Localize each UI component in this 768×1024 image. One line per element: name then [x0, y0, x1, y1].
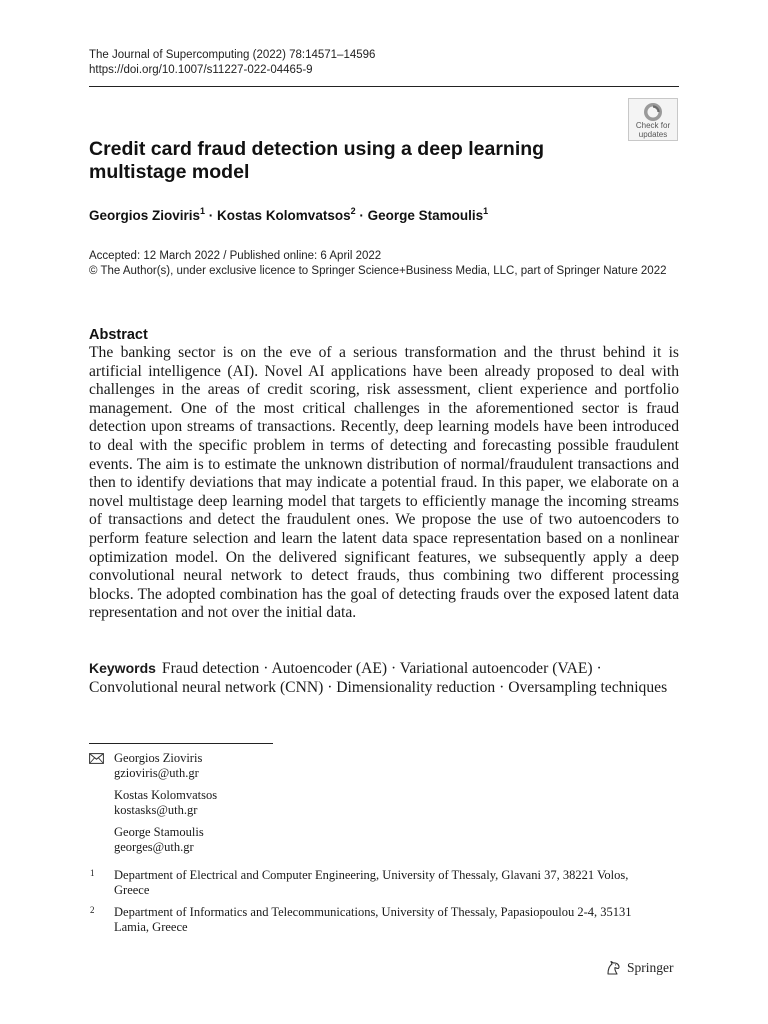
envelope-icon — [89, 753, 104, 764]
author-separator: · — [355, 208, 368, 223]
publisher-name: Springer — [627, 960, 674, 975]
check-for-updates-icon — [643, 102, 663, 122]
keywords-text: Fraud detection · Autoencoder (AE) · Variational autoencoder (VAE) · Convolutional neural network (CNN) · Dimensionality reduction · Oversampling techniques — [89, 660, 668, 696]
publisher-logo — [604, 958, 674, 978]
author-name[interactable]: Kostas Kolomvatsos — [217, 208, 351, 223]
contact-item — [114, 751, 202, 781]
publication-info — [89, 249, 679, 279]
doi-link[interactable]: https://doi.org/10.1007/s11227-022-04465-9 — [89, 64, 313, 76]
contact-item — [114, 788, 217, 818]
affiliation-marker: 1 — [483, 206, 489, 216]
author-name[interactable]: George Stamoulis — [367, 208, 484, 223]
springer-horse-icon — [604, 959, 622, 977]
badge-line-1: Check for — [635, 121, 671, 130]
journal-header — [89, 48, 375, 78]
abstract-heading: Abstract — [89, 327, 148, 343]
contact-name: Kostas Kolomvatsos — [114, 788, 218, 802]
affiliation-number: 1 — [90, 868, 95, 878]
contact-email[interactable]: kostasks@uth.gr — [114, 803, 198, 817]
check-for-updates-badge[interactable] — [628, 98, 678, 141]
abstract-text: The banking sector is on the eve of a serious transformation and the thrust behind it is artificial intelligence (AI). Novel AI applications have been already proposed to deal with challenges in the areas of credit scoring, risk assessment, client experience and portfolio management. One of the most critical challenges in the aforementioned sector is fraud detection upon streams of transactions. Recently, deep learning models have been introduced to deal with the specific problem in terms of detecting and forecasting possible fraudulent events. The aim is to estimate the unknown distribution of normal/fraudulent transactions and then to identify deviations that may indicate a potential fraud. In this paper, we elaborate on a novel multistage deep learning model that targets to efficiently manage the incoming streams of transactions and detect the fraudulent ones. We propose the use of two autoencoders to perform feature selection and learn the latent data space representation based on a nonlinear optimization model. On the delivered significant features, we subsequently apply a deep convolutional neural network to detect frauds, thus combining two different processing blocks. The adopted combination has the goal of detecting frauds over the exposed latent data representation and not over the initial data. — [89, 344, 679, 622]
contact-email[interactable]: georges@uth.gr — [114, 840, 194, 854]
keywords-label: Keywords — [89, 660, 156, 676]
copyright-notice: © The Author(s), under exclusive licence to Springer Science+Business Media, LLC, part of Springer Nature 2022 — [89, 265, 667, 277]
affiliation-number: 2 — [90, 905, 95, 915]
author-separator: · — [205, 208, 218, 223]
contact-name: Georgios Zioviris — [114, 751, 203, 765]
affiliation-marker: 1 — [200, 206, 206, 216]
header-rule — [89, 86, 679, 87]
contact-name: George Stamoulis — [114, 825, 204, 839]
journal-citation: The Journal of Supercomputing (2022) 78:14571–14596 — [89, 49, 376, 61]
badge-line-2: updates — [638, 129, 668, 139]
author-name[interactable]: Georgios Zioviris — [89, 208, 201, 223]
keywords-section — [89, 659, 679, 697]
contact-item — [114, 825, 204, 855]
accepted-published-dates: Accepted: 12 March 2022 / Published online: 6 April 2022 — [89, 250, 382, 262]
affiliation-text: Department of Informatics and Telecommunications, University of Thessaly, Papasiopoulou 2-4, 35131 Lamia, Greece — [114, 905, 632, 934]
affiliation-text: Department of Electrical and Computer Engineering, University of Thessaly, Glavani 37, 38221 Volos, Greece — [114, 868, 629, 897]
affiliation-marker: 2 — [350, 206, 356, 216]
author-list — [89, 207, 488, 225]
footnote-rule — [89, 743, 273, 744]
contact-email[interactable]: gzioviris@uth.gr — [114, 766, 199, 780]
paper-title: Credit card fraud detection using a deep learning multistage model — [89, 138, 545, 183]
